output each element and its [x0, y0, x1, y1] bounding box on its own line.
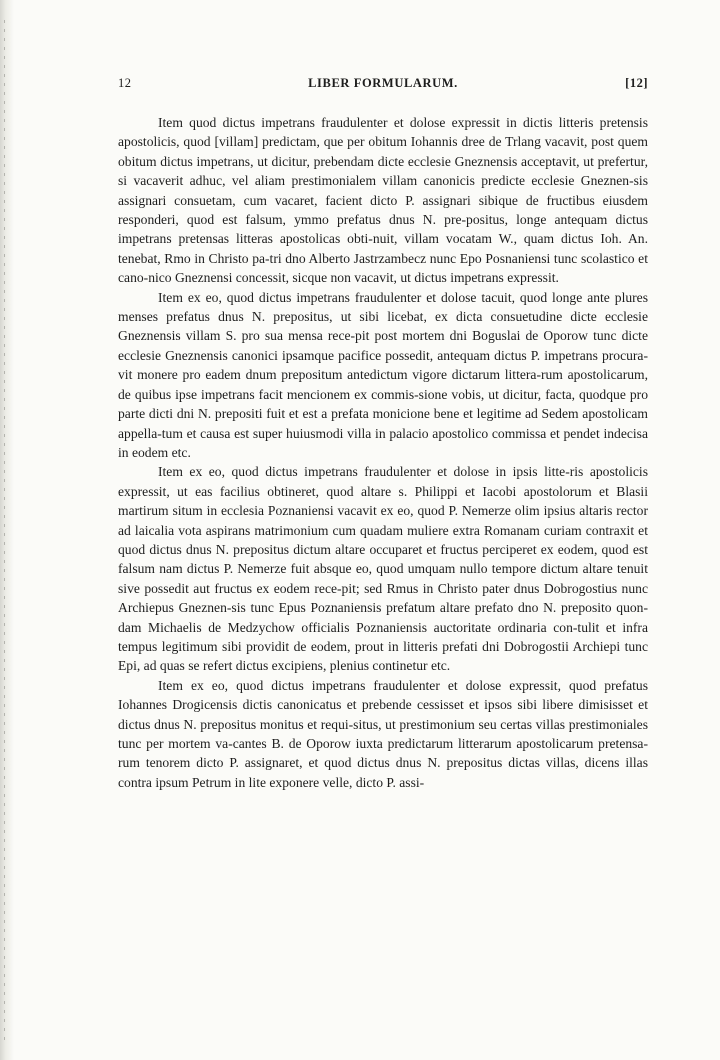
running-head	[118, 76, 648, 96]
paragraph-3: Item ex eo, quod dictus impetrans fraudulenter et dolose in ipsis litte-ris apostolicis expressit, ut eas facilius obtineret, quod altare s. Philippi et Iacobi apostolorum et Blasii martirum situm in ecclesia Poznaniensi vacavit ex eo, quod P. Nemerze olim ipsius altaris rector ad laicalia vota aspirans matrimonium cum quadam muliere extra Romanam curiam contraxit et quod dictus dnus N. prepositus dictum altare occuparet et fructus perciperet ex eodem, quod est falsum nam dictus P. Nemerze fuit absque eo, quod umquam nullo tempore dictum altare tenuit sive possedit aut fructus ex eodem rece-pit; sed Rmus in Christo pater dnus Dobrogostius nunc Archiepus Gneznen-sis tunc Epus Poznaniensis prefatum altare prefato dno N. preposito quon-dam Michaelis de Medzychow officialis Poznaniensis auctoritate ordinaria con-tulit et infra tempus legitimum sibi providit de eodem, prout in litteris prefati dni Dobrogostii Archiepi tunc Epi, ad quas se refert dictus excipiens, plenius continetur etc.	[118, 464, 648, 674]
page-binding-edge	[0, 0, 14, 1060]
paragraph-2: Item ex eo, quod dictus impetrans fraudulenter et dolose tacuit, quod longe ante plures menses prefatus dnus N. prepositus, ut sibi licebat, ex dicta consuetudine dicte ecclesie Gneznensis villam S. pro sua mensa rece-pit post mortem dni Boguslai de Oporow tunc dicte ecclesie Gneznensis canonici ipsamque pacifice possedit, antequam dictus P. impetrans procura-vit monere pro eadem dnum prepositum antedictum vigore dictarum littera-rum apostolicarum, de quibus ipse impetrans facit mencionem ex commis-sione vobis, ut dicitur, facta, quodque pro parte dicti dni N. prepositi fuit et est a prefata monicione bene et legitime ad Sedem apostolicam appella-tum et causa est super huiusmodi villa in palacio apostolico commissa et pendet indecisa in eodem etc.	[118, 289, 648, 460]
page-number: 12	[118, 76, 132, 90]
paragraph-1: Item quod dictus impetrans fraudulenter et dolose expressit in dictis litteris pretensis apostolicis, quod [villam] predictam, que per obitum Iohannis dree de Trlang vacavit, post quem obitum dictus impetrans, ut dicitur, prebendam dicte ecclesie Gneznensis acceptavit, ut prefertur, si vacaverit adhuc, vel aliam prestimonialem villam canonicis predicte ecclesie Gneznen-sis assignari consuetam, cum vacaret, facient dicto P. assignari sibique de fructibus eiusdem responderi, quod est falsum, ymmo prefatus dnus N. pre-positus, longe antequam dictus impetrans pretensas litteras apostolicas obti-nuit, villam vocatam W., quam dictus Ioh. An. tenebat, Rmo in Christo pa-tri dno Alberto Jastrzambecz nunc Epo Posnaniensi tunc scolastico et cano-nico Gneznensi concessit, sicque non vacavit, ut dictus impetrans expressit.	[118, 115, 648, 286]
folio-number: [12]	[625, 76, 648, 90]
body-text	[118, 113, 648, 792]
paragraph-4: Item ex eo, quod dictus impetrans fraudulenter et dolose expressit, quod prefatus Iohannes Drogicensis dictis canonicatus et prebende cessisset et ipsos sibi libere dimisisset et dictus dnus N. prepositus monitus et requi-situs, ut prestimonium seu certas villas prestimoniales tunc per mortem va-cantes B. de Oporow iuxta predictarum litterarum apostolicarum pretensa-rum tenorem dicto P. assignaret, et quod dictus dnus N. prepositus dictas villas, dicens illas contra ipsum Petrum in lite exponere velle, dicto P. assi-	[118, 677, 648, 790]
running-title: LIBER FORMULARUM.	[308, 76, 458, 90]
